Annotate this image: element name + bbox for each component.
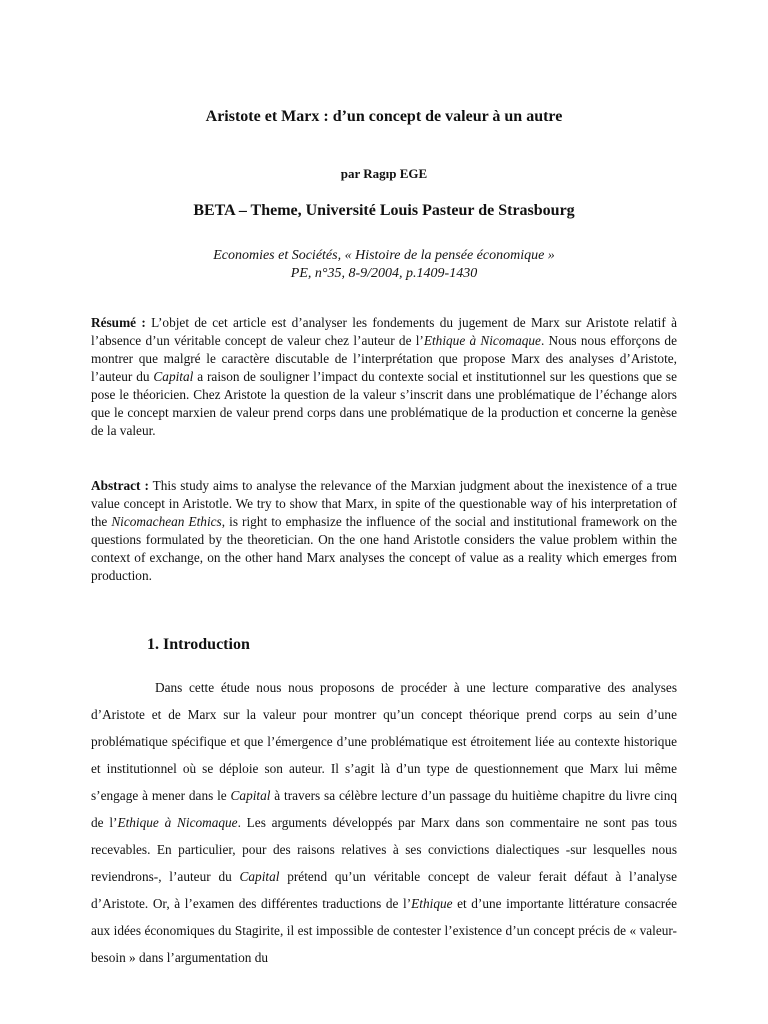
resume-label: Résumé : — [91, 315, 146, 330]
intro-text-1: Dans cette étude nous nous proposons de procéder à une lecture comparative des analyses d’Aristote et de Marx sur la valeur pour montrer qu’un concept théorique prend corps au sein d’une problématique spécifique et que l’émergence d’une problématique est étroitement liée au contexte historique et institutionnel où se déploie son auteur. Il s’agit là d’un type de questionnement que Marx lui même s’engage à mener dans le — [91, 680, 677, 803]
intro-text-4: prétend qu’un véritable concept de valeur ferait défaut à l’analyse d’Aristote. Or, à l’examen des différentes traductions de l’ — [91, 869, 677, 911]
abstract-label: Abstract : — [91, 478, 149, 493]
journal-reference — [0, 247, 768, 283]
journal-line-2: PE, n°35, 8-9/2004, p.1409-1430 — [290, 266, 478, 281]
section-heading: 1. Introduction — [147, 636, 250, 653]
resume-em-1: Ethique à Nicomaque — [423, 333, 541, 348]
intro-em-2: Ethique à Nicomaque — [117, 815, 238, 830]
intro-text-3: . Les arguments développés par Marx dans son commentaire ne sont pas tous recevables. En particulier, pour des raisons relatives à ses convictions dialectiques -sur lesquelles nous reviendrons-, l’auteur du — [91, 815, 678, 884]
affiliation: BETA – Theme, Université Louis Pasteur de Strasbourg — [193, 202, 575, 219]
intro-text-2: à travers sa célèbre lecture d’un passage du huitième chapitre du livre cinq de l’ — [91, 788, 677, 830]
author-line: par Ragıp EGE — [340, 166, 428, 181]
resume-text-1: L’objet de cet article est d’analyser les fondements du jugement de Marx sur Aristote relatif à l’absence d’un véritable concept de valeur chez l’auteur de l’ — [91, 315, 677, 348]
abstract-text-1: This study aims to analyse the relevance of the Marxian judgment about the inexistence of a true value concept in Aristotle. We try to show that Marx, in spite of the questionable way of his interpretation of the — [91, 478, 677, 529]
intro-em-1: Capital — [230, 788, 271, 803]
introduction-paragraph — [91, 674, 677, 971]
journal-line-1: Economies et Sociétés, « Histoire de la pensée économique » — [213, 248, 555, 263]
abstract-text-2: , is right to emphasize the influence of the social and institutional framework on the questions formulated by the theoretician. On the one hand Aristotle considers the value problem within the context of exchange, on the other hand Marx analyses the concept of value as a reality which emerges from production. — [91, 514, 677, 583]
resume-em-2: Capital — [153, 369, 194, 384]
article-title: Aristote et Marx : d’un concept de valeur à un autre — [205, 108, 563, 125]
intro-em-4: Ethique — [411, 896, 453, 911]
resume-text-2: . Nous nous efforçons de montrer que malgré le caractère discutable de l’interprétation que propose Marx des analyses d’Aristote, l’auteur du — [91, 333, 677, 384]
intro-text-5: et d’une importante littérature consacrée aux idées économiques du Stagirite, il est impossible de contester l’existence d’un concept précis de « valeur-besoin » dans l’argumentation du — [91, 896, 677, 965]
abstract-paragraph — [91, 477, 677, 585]
resume-text-3: a raison de souligner l’impact du contexte social et institutionnel sur les questions que se pose le théoricien. Chez Aristote la question de la valeur s’inscrit dans une problématique de l’échange alors que le concept marxien de valeur prend corps dans une problématique de la production et concerne la genèse de la valeur. — [91, 369, 677, 438]
abstract-em-1: Nicomachean Ethics — [111, 514, 222, 529]
intro-em-3: Capital — [239, 869, 280, 884]
resume-paragraph — [91, 314, 677, 440]
